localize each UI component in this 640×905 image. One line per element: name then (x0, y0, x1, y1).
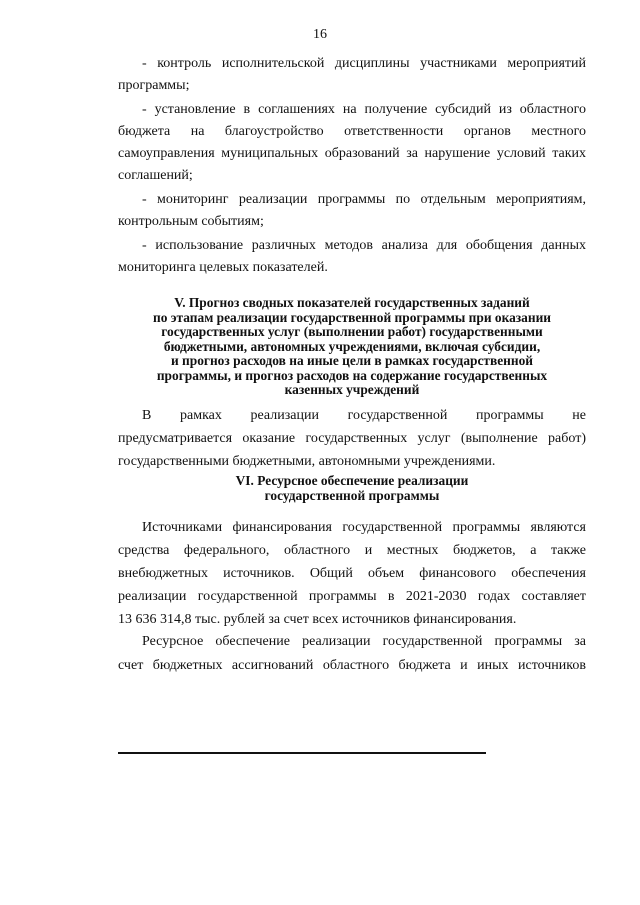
bullet-line: - использование различных методов анализа для обобщения данных (142, 238, 586, 253)
bullet-line: - мониторинг реализации программы по отдельным мероприятиям, (142, 192, 586, 207)
section-6-text-line: средства федерального, областного и местных бюджетов, а также (118, 543, 586, 558)
section-6-heading (118, 473, 586, 503)
footnote-divider (118, 752, 486, 754)
bullet-line: контрольным событиям; (118, 214, 264, 229)
heading-line: государственных услуг (выполнении работ) государственными (161, 324, 543, 339)
section-6-text-line: Источниками финансирования государственной программы являются (142, 520, 586, 535)
bullet-line: бюджета на благоустройство ответственности органов местного (118, 124, 586, 139)
bullet-line: самоуправления муниципальных образований за нарушение условий таких (118, 146, 586, 161)
bullet-line: программы; (118, 78, 190, 93)
section-5-text-line: В рамках реализации государственной программы не (142, 408, 586, 423)
bullet-line: - установление в соглашениях на получение субсидий из областного (142, 102, 586, 117)
section-6-text-line: Ресурсное обеспечение реализации государственной программы за (142, 634, 586, 649)
bullet-line: мониторинга целевых показателей. (118, 260, 328, 275)
bullet-line: - контроль исполнительской дисциплины участниками мероприятий (142, 56, 586, 71)
section-6-text-line: счет бюджетных ассигнований областного бюджета и иных источников (118, 658, 586, 673)
page-number: 16 (313, 27, 327, 42)
heading-line: бюджетными, автономных учреждениями, включая субсидии, (163, 338, 541, 354)
section-6-text-line: внебюджетных источников. Общий объем финансового обеспечения (118, 566, 586, 581)
heading-line: казенных учреждений (284, 382, 420, 397)
section-6-text-line: реализации государственной программы в 2021-2030 годах составляет (118, 589, 586, 604)
heading-line: по этапам реализации государственной программы при оказании (152, 309, 552, 325)
heading-line: и прогноз расходов на иные цели в рамках государственной (170, 353, 534, 368)
heading-line: V. Прогноз сводных показателей государственных заданий (174, 295, 530, 310)
heading-line: VI. Ресурсное обеспечение реализации (235, 473, 469, 488)
section-5-text-line: предусматривается оказание государственных услуг (выполнение работ) (118, 431, 586, 446)
heading-line: государственной программы (264, 488, 440, 503)
bullet-line: соглашений; (118, 168, 193, 183)
section-6-text-line: 13 636 314,8 тыс. рублей за счет всех источников финансирования. (118, 612, 517, 627)
heading-line: программы, и прогноз расходов на содержание государственных (156, 367, 548, 383)
section-5-text-line: государственными бюджетными, автономными учреждениями. (118, 454, 496, 469)
section-5-heading (118, 296, 586, 398)
